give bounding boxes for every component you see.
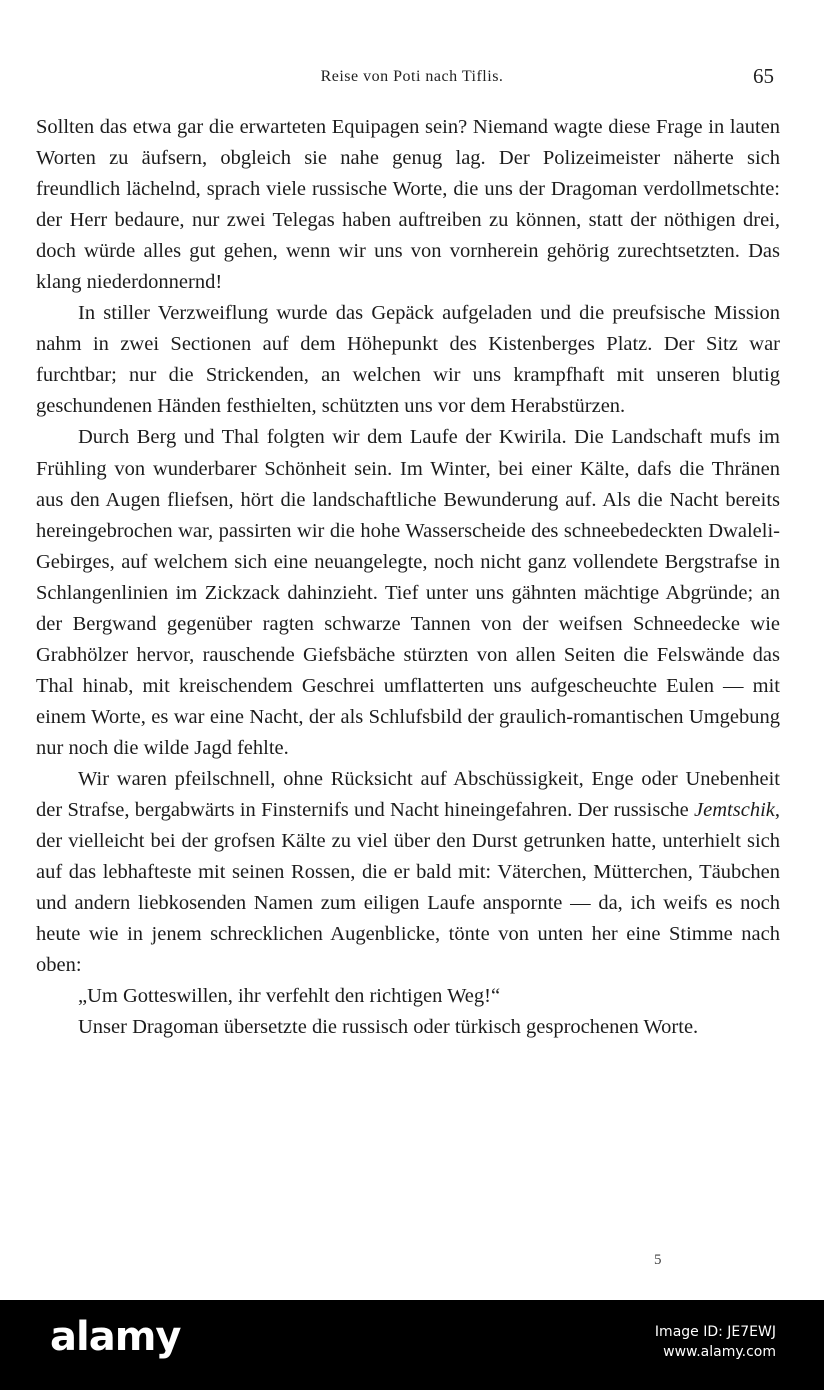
body-text [36,112,780,1043]
paragraph-4-italic: Jemtschik [694,799,775,822]
quote: „Um Gotteswillen, ihr verfehlt den richtigen Weg!“ [78,985,501,1008]
page-number: 65 [753,64,774,88]
alamy-logo: alamy [50,1314,181,1360]
paragraph-4-before: Wir waren pfeilschnell, ohne Rücksicht auf Abschüssigkeit, Enge oder Unebenheit der Strafse, bergabwärts in Finsternifs und Nacht hineingefahren. Der russische [36,767,780,822]
paragraph-3: Durch Berg und Thal folgten wir dem Laufe der Kwirila. Die Landschaft mufs im Frühling von wunderbarer Schönheit sein. Im Winter, bei einer Kälte, dafs die Thränen aus den Augen fliefsen, hört die landschaftliche Bewunderung auf. Als die Nacht bereits hereingebrochen war, passirten wir die hohe Wasserscheide des schneebedeckten Dwaleli-Gebirges, auf welchem sich eine neuangelegte, noch nicht ganz vollendete Bergstrafse in Schlangenlinien im Zickzack dahinzieht. Tief unter uns gähnten mächtige Abgründe; an der Bergwand gegenüber ragten schwarze Tannen von der weifsen Schneedecke wie Grabhölzer hervor, rauschende Giefsbäche stürzten von allen Seiten die Felswände das Thal hinab, mit kreischendem Geschrei umflatterten uns aufgescheuchte Eulen — mit einem Worte, es war eine Nacht, der als Schlufsbild der graulich-romantischen Umgebung nur noch die wilde Jagd fehlte. [36,426,780,759]
stock-watermark-bar [0,1300,824,1390]
paragraph-4-after: , der vielleicht bei der grofsen Kälte zu viel über den Durst getrunken hatte, unterhielt sich auf das lebhafteste mit seinen Rossen, die er bald mit: Väterchen, Mütterchen, Täubchen und andern liebkosenden Namen zum eiligen Laufe anspornte — da, ich weifs es noch heute wie in jenem schrecklichen Augenblicke, tönte von unten her eine Stimme nach oben: [36,799,780,977]
image-id-block [655,1322,776,1362]
image-id: Image ID: JE7EWJ [654,1324,776,1340]
paragraph-2: In stiller Verzweiflung wurde das Gepäck aufgeladen und die preufsische Mission nahm in zwei Sectionen auf dem Höhepunkt des Kistenberges Platz. Der Sitz war furchtbar; nur die Strickenden, an welchen wir uns krampfhaft mit unseren blutig geschundenen Händen festhielten, schützten uns vor dem Herabstürzen. [36,302,780,418]
stock-url: www.alamy.com [663,1344,776,1360]
last-paragraph: Unser Dragoman übersetzte die russisch oder türkisch gesprochenen Worte. [78,1016,699,1039]
paragraph-4 [36,764,780,981]
paragraph-1: Sollten das etwa gar die erwarteten Equipagen sein? Niemand wagte diese Frage in lauten Worten zu äufsern, obgleich sie nahe genug lag. Der Polizeimeister näherte sich freundlich lächelnd, sprach viele russische Worte, die uns der Dragoman verdollmetschte: der Herr bedaure, nur zwei Telegas haben auftreiben zu können, statt der nöthigen drei, doch würde alles gut gehen, wenn wir uns von vornherein gehörig zurechtsetzten. Das klang niederdonnernd! [36,116,780,294]
running-title: Reise von Poti nach Tiflis. [320,68,504,85]
signature-mark: 5 [654,1252,662,1268]
running-head [0,64,824,94]
